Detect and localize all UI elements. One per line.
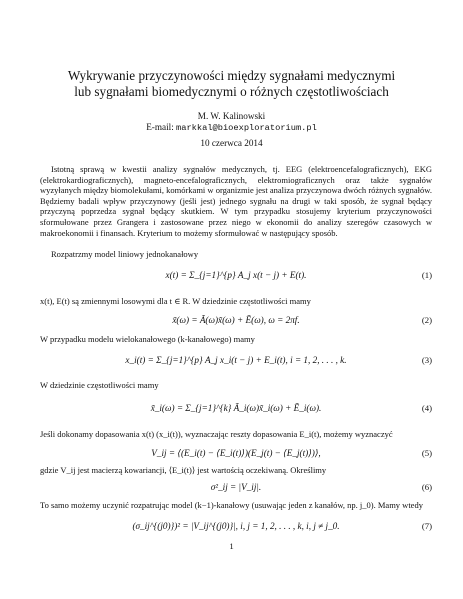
equation-5-number: (5) — [421, 448, 432, 458]
equation-1 — [40, 270, 432, 282]
equation-4-number: (4) — [421, 403, 432, 413]
equation-7-number: (7) — [421, 521, 432, 531]
text-before-eq5: Jeśli dokonamy dopasowania x(t) (x_i(t)), wyznaczając reszty dopasowania E_i(t), możemy wyznaczyć — [40, 429, 393, 439]
equation-3 — [40, 355, 432, 367]
text-before-eq4: W dziedzinie częstotliwości mamy — [40, 380, 159, 390]
equation-5 — [40, 448, 432, 460]
paragraph-model: Rozpatrzmy model liniowy jednokanałowy — [51, 249, 199, 259]
equation-3-number: (3) — [421, 355, 432, 365]
text-before-eq3: W przypadku modelu wielokanałowego (k-kanałowego) mamy — [40, 334, 255, 344]
equation-7 — [40, 521, 432, 533]
equation-6-number: (6) — [421, 482, 432, 492]
date: 10 czerwca 2014 — [200, 138, 263, 148]
equation-1-number: (1) — [421, 270, 432, 280]
equation-1-body: x(t) = Σ_{j=1}^{p} A_j x(t − j) + E(t). — [165, 270, 307, 280]
page-number: 1 — [229, 541, 234, 551]
paper-title-line2: lub sygnałami biomedycznymi o różnych częstotliwościach — [74, 84, 389, 99]
equation-3-body: x_i(t) = Σ_{j=1}^{p} A_j x_i(t − j) + E_i(t), i = 1, 2, . . . , k. — [125, 355, 347, 365]
equation-4 — [40, 403, 432, 415]
equation-2-number: (2) — [421, 315, 432, 325]
email-label: E-mail: — [146, 122, 174, 132]
email-line — [0, 122, 463, 133]
email-address: markkal@bioexploratorium.pl — [176, 123, 317, 133]
equation-6-body: σ²_ij = |V_ij|. — [210, 482, 262, 492]
equation-2-body: x̃(ω) = Ã(ω)x̃(ω) + Ẽ(ω), ω = 2πf. — [172, 315, 300, 325]
intro-paragraph: Istotną sprawą w kwestii analizy sygnałów medycznych, tj. EEG (elektroencefalograficznych), EKG (elektrokardiograficznych), magneto-encefalograficznych, elektromiograficznych oraz także sygnałów wyzyłanych między biomolekułami, komórkami w organizmie jest analiza przyczynowa dwóch różnych sygnałów. Będziemy badali wpływ przyczynowy (jeśli jest) jednego sygnału na drugi w taki sposób, że sygnał będący przyczyną poprzedza sygnał będący skutkiem. W tym przypadku stosujemy kryterium przyczynowości sformułowane przez Grangera i zastosowane przez niego w ekonomii do analizy szeregów czasowych w makroekonomii i finansach. Kryterium to możemy sformułować w następujący sposób. — [40, 164, 432, 238]
author: M. W. Kalinowski — [197, 111, 266, 121]
equation-6 — [40, 482, 432, 494]
equation-2 — [40, 315, 432, 327]
equation-7-body: (σ_ij^{(j0)})² = |V_ij^{(j0)}|, i, j = 1, 2, . . . , k, i, j ≠ j_0. — [132, 521, 340, 531]
equation-4-body: x̃_i(ω) = Σ_{j=1}^{k} Ã_i(ω)x̃_i(ω) + Ẽ_i(ω). — [150, 403, 322, 413]
equation-5-body: V_ij = ⟨(E_i(t) − ⟨E_i(t)⟩)(E_j(t) − ⟨E_j(t)⟩)⟩, — [151, 448, 321, 458]
paper-title-line1: Wykrywanie przyczynowości między sygnałami medycznymi — [67, 68, 396, 83]
text-before-eq7: To samo możemy uczynić rozpatrując model (k−1)-kanałowy (usuwając jeden z kanałów, np. j_0). Mamy wtedy — [40, 500, 423, 510]
text-before-eq6: gdzie V_ij jest macierzą kowariancji, ⟨E_i(t)⟩ jest wartością oczekiwaną. Określimy — [40, 465, 327, 475]
text-after-eq1: x(t), E(t) są zmiennymi losowymi dla t ∈ R. W dziedzinie częstotliwości mamy — [40, 296, 311, 306]
